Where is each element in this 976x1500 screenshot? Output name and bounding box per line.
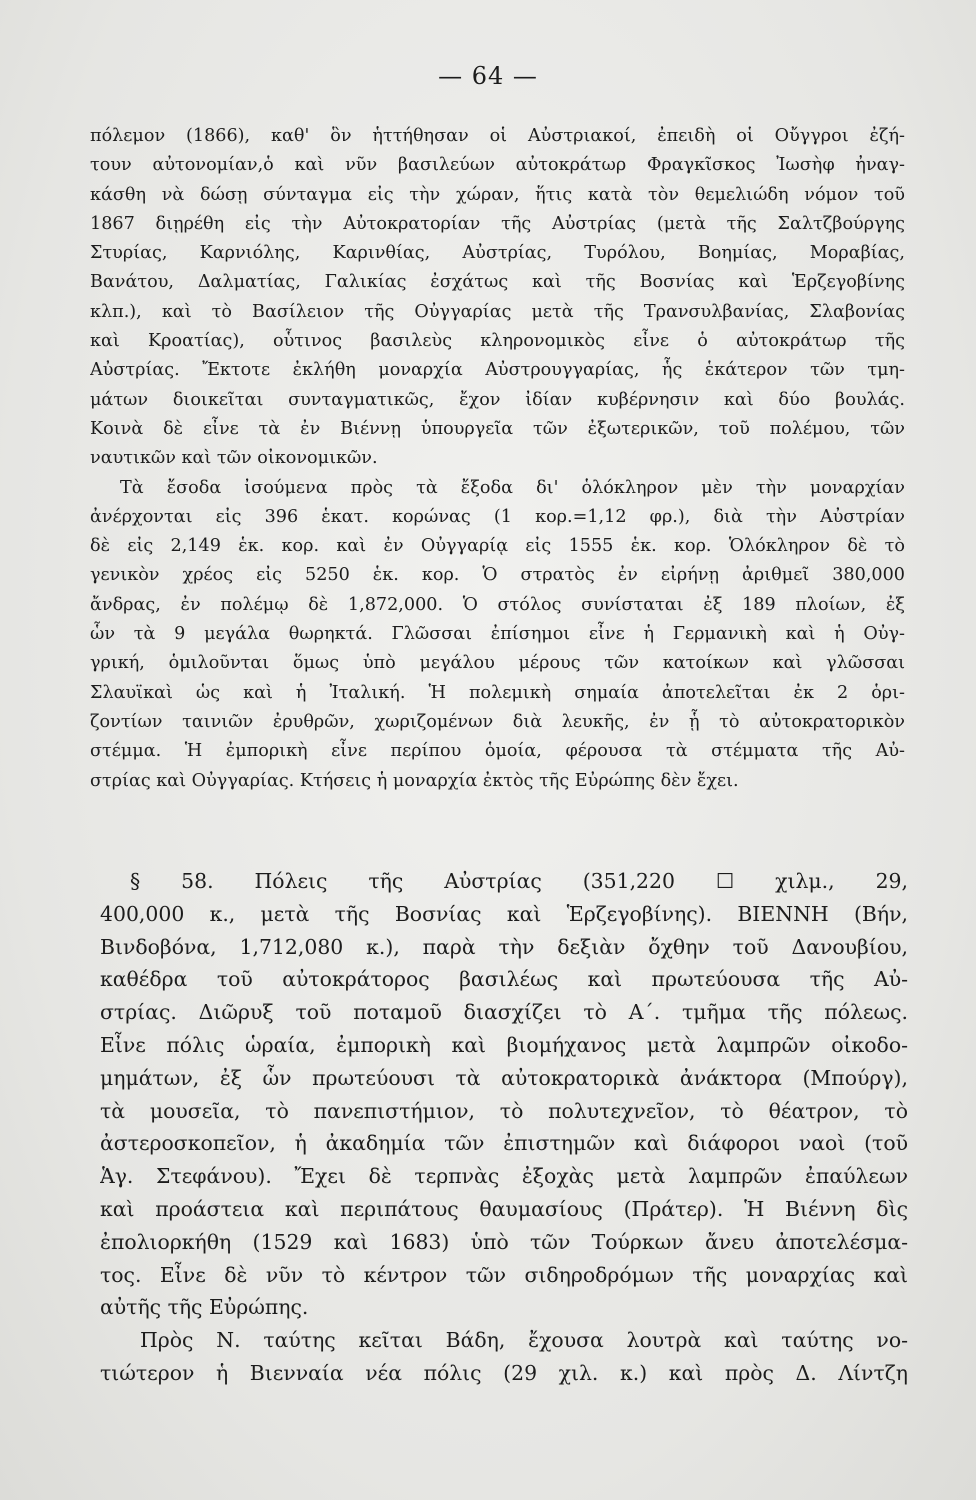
text-line: μάτων διοικεῖται συνταγματικῶς, ἔχον ἰδίαν κυβέρνησιν καὶ δύο βουλάς.: [90, 389, 905, 410]
text-line: ἐπολιορκήθη (1529 καὶ 1683) ὑπὸ τῶν Τούρκων ἄνευ ἀποτελέσμα-: [100, 1229, 908, 1254]
text-line: ναυτικῶν καὶ τῶν οἰκονομικῶν.: [90, 448, 378, 469]
text-line: καθέδρα τοῦ αὐτοκράτορος βασιλέως καὶ πρωτεύουσα τῆς Αὐ-: [100, 967, 908, 992]
text-line: μημάτων, ἐξ ὧν πρωτεύουσι τὰ αὐτοκρατορικὰ ἀνάκτορα (Μπούργ),: [100, 1065, 908, 1090]
text-line: Στυρίας, Καρνιόλης, Καρινθίας, Αὐστρίας, Τυρόλου, Βοημίας, Μοραβίας,: [90, 243, 905, 264]
text-line: ἀνέρχονται εἰς 396 ἑκατ. κορώνας (1 κορ.=1,12 φρ.), διὰ τὴν Αὐστρίαν: [90, 506, 905, 527]
text-line: Κοινὰ δὲ εἶνε τὰ ἐν Βιέννῃ ὑπουργεῖα τῶν ἐξωτερικῶν, τοῦ πολέμου, τῶν: [90, 418, 905, 439]
text-line: Ἁγ. Στεφάνου). Ἔχει δὲ τερπνὰς ἐξοχὰς μετὰ λαμπρῶν ἐπαύλεων: [100, 1164, 908, 1189]
text-line: Βινδοβόνα, 1,712,080 κ.), παρὰ τὴν δεξιὰν ὄχθην τοῦ Δανουβίου,: [100, 934, 908, 959]
section-heading-line: § 58. Πόλεις τῆς Αὐστρίας (351,220 ☐ χιλμ., 29,: [130, 869, 908, 893]
text-line: ἀστεροσκοπεῖον, ἡ ἀκαδημία τῶν ἐπιστημῶν καὶ διάφοροι ναοὶ (τοῦ: [100, 1131, 908, 1156]
text-line: Αὐστρίας. Ἔκτοτε ἐκλήθη μοναρχία Αὐστρουγγαρίας, ἧς ἑκάτερον τῶν τμη-: [90, 360, 905, 381]
text-line: τουν αὐτονομίαν,ὁ καὶ νῦν βασιλεύων αὐτοκράτωρ Φραγκῖσκος Ἰωσὴφ ἠναγ-: [90, 155, 905, 176]
text-line: κάσθη νὰ δώσῃ σύνταγμα εἰς τὴν χώραν, ἥτις κατὰ τὸν θεμελιώδη νόμον τοῦ: [90, 184, 905, 205]
text-line: Σλαυϊκαὶ ὡς καὶ ἡ Ἰταλική. Ἡ πολεμικὴ σημαία ἀποτελεῖται ἐκ 2 ὁρι-: [90, 682, 905, 703]
text-line: ζοντίων ταινιῶν ἐρυθρῶν, χωριζομένων διὰ λευκῆς, ἐν ᾗ τὸ αὐτοκρατορικὸν: [90, 711, 905, 732]
text-line: αὐτῆς τῆς Εὐρώπης.: [100, 1295, 309, 1320]
text-line: καὶ Κροατίας), οὗτινος βασιλεὺς κληρονομικὸς εἶνε ὁ αὐτοκράτωρ τῆς: [90, 331, 905, 352]
text-line: στρίας καὶ Οὐγγαρίας. Κτήσεις ἡ μοναρχία ἐκτὸς τῆς Εὐρώπης δὲν ἔχει.: [90, 770, 739, 791]
text-line: δὲ εἰς 2,149 ἑκ. κορ. καὶ ἐν Οὐγγαρίᾳ εἰς 1555 ἑκ. κορ. Ὁλόκληρον δὲ τὸ: [90, 536, 905, 557]
text-line: καὶ προάστεια καὶ περιπάτους θαυμασίους (Πράτερ). Ἡ Βιέννη δὶς: [100, 1196, 908, 1221]
text-line: Τὰ ἔσοδα ἰσούμενα πρὸς τὰ ἔξοδα δι' ὁλόκληρον μὲν τὴν μοναρχίαν: [120, 477, 905, 498]
small-print-paragraph: [90, 122, 905, 796]
text-line: στρίας. Διῶρυξ τοῦ ποταμοῦ διασχίζει τὸ Α΄. τμῆμα τῆς πόλεως.: [100, 1000, 908, 1025]
text-line: πόλεμον (1866), καθ' ὃν ἡττήθησαν οἱ Αὐστριακοί, ἐπειδὴ οἱ Οὔγγροι ἐζή-: [90, 126, 905, 146]
text-line: 400,000 κ., μετὰ τῆς Βοσνίας καὶ Ἑρζεγοβίνης). ΒΙΕΝΝΗ (Βήν,: [100, 901, 908, 926]
text-line: Πρὸς Ν. ταύτης κεῖται Βάδη, ἔχουσα λουτρὰ καὶ ταύτης νο-: [140, 1328, 908, 1353]
text-line: τὰ μουσεῖα, τὸ πανεπιστήμιον, τὸ πολυτεχνεῖον, τὸ θέατρον, τὸ: [100, 1098, 908, 1123]
text-line: Βανάτου, Δαλματίας, Γαλικίας ἐσχάτως καὶ τῆς Βοσνίας καὶ Ἑρζεγοβίνης: [90, 272, 905, 293]
text-line: ὧν τὰ 9 μεγάλα θωρηκτά. Γλῶσσαι ἐπίσημοι εἶνε ἡ Γερμανικὴ καὶ ἡ Οὐγ-: [90, 624, 905, 645]
text-line: 1867 διῃρέθη εἰς τὴν Αὐτοκρατορίαν τῆς Αὐστρίας (μετὰ τῆς Σαλτζβούργης: [90, 213, 905, 234]
text-line: τιώτερον ἡ Βιενναία νέα πόλις (29 χιλ. κ.) καὶ πρὸς Δ. Λίντζη: [100, 1360, 908, 1385]
text-line: γρική, ὁμιλοῦνται ὅμως ὑπὸ μεγάλου μέρους τῶν κατοίκων καὶ γλῶσσαι: [90, 653, 905, 674]
text-line: κλπ.), καὶ τὸ Βασίλειον τῆς Οὐγγαρίας μετὰ τῆς Τρανσυλβανίας, Σλαβονίας: [90, 301, 905, 322]
section-58-paragraph: [100, 865, 908, 1390]
text-line: γενικὸν χρέος εἰς 5250 ἑκ. κορ. Ὁ στρατὸς ἐν εἰρήνῃ ἀριθμεῖ 380,000: [90, 565, 905, 586]
text-line: στέμμα. Ἡ ἐμπορικὴ εἶνε περίπου ὁμοία, φέρουσα τὰ στέμματα τῆς Αὐ-: [90, 741, 905, 762]
text-line: τος. Εἶνε δὲ νῦν τὸ κέντρον τῶν σιδηροδρόμων τῆς μοναρχίας καὶ: [100, 1262, 908, 1287]
text-line: Εἶνε πόλις ὡραία, ἐμπορικὴ καὶ βιομήχανος μετὰ λαμπρῶν οἰκοδο-: [100, 1032, 908, 1057]
text-line: ἄνδρας, ἐν πολέμῳ δὲ 1,872,000. Ὁ στόλος συνίσταται ἐξ 189 πλοίων, ἐξ: [90, 594, 905, 615]
page-number: — 64 —: [438, 62, 538, 90]
